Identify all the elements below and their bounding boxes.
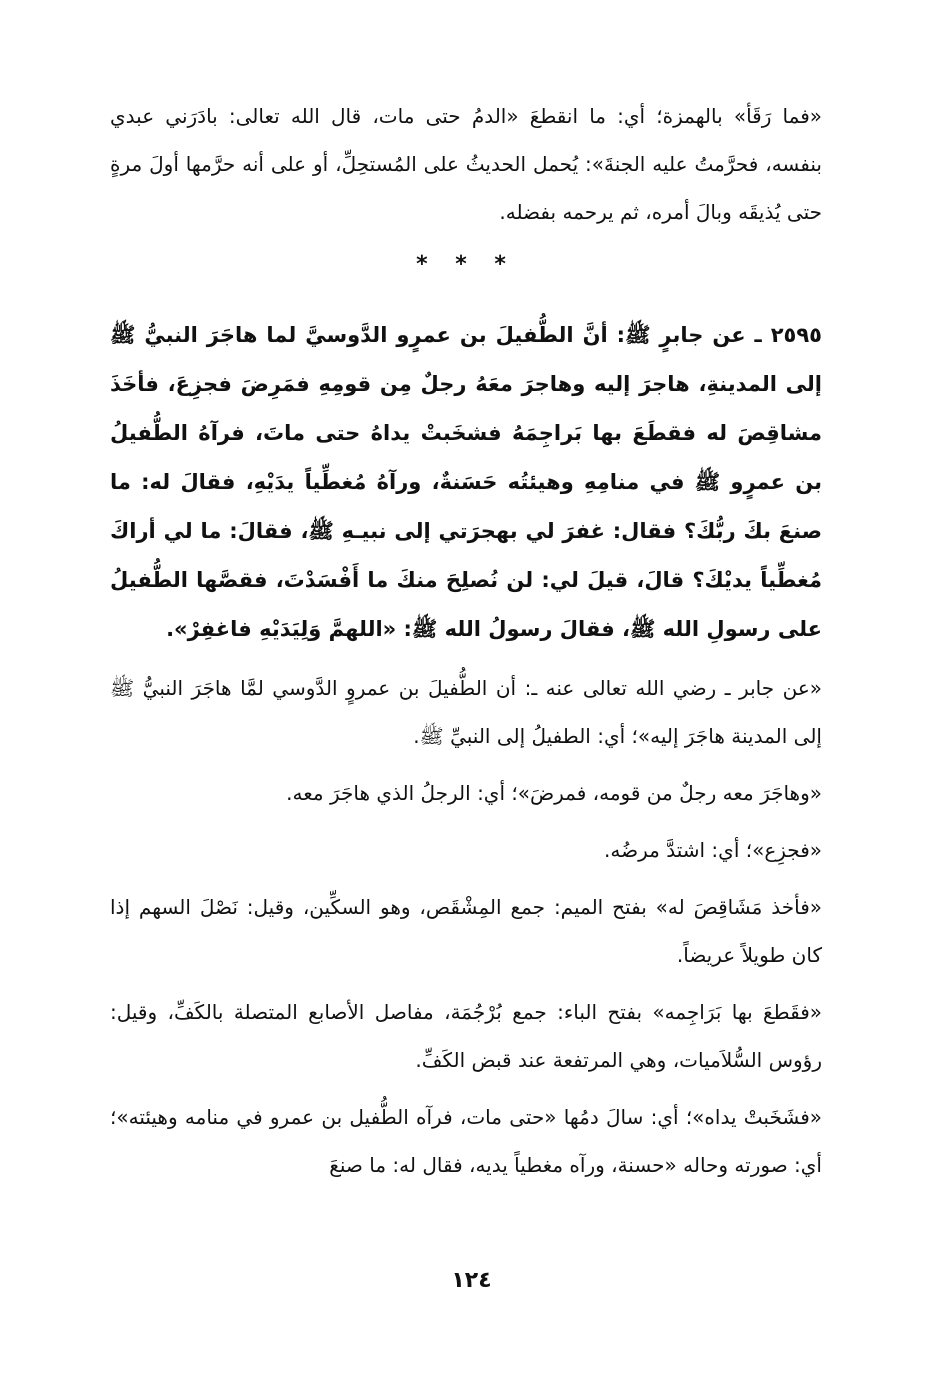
page-number: ١٢٤ [451,1268,492,1293]
commentary-paragraph-5: «فأخذ مَشَاقِصَ له» بفتح الميم: جمع المِشْقَص، وهو السكِّين، وقيل: نَصْلَ السهم إذا كان طويلاً عريضاً. [110,895,822,967]
commentary-paragraph-7: «فشَخَبتْ يداه»؛ أي: سالَ دمُها «حتى مات، فرآه الطُّفيل بن عمرو في منامه وهيئته»؛ أي: صورته وحاله «حسنة، ورآه مغطياً يديه، فقال له: ما صنعَ [110,1105,822,1177]
commentary-paragraph-1: «فما رَقَأ» بالهمزة؛ أي: ما انقطعَ «الدمُ حتى مات، قال الله تعالى: بادَرَني عبدي بنفسه، فحرَّمتُ عليه الجنةَ»: يُحمل الحديثُ على المُستحِلِّ، أو على أنه حرَّمها أولَ مرةٍ حتى يُذيقَه وبالَ أمره، ثم يرحمه بفضله. [110,104,822,224]
page-body [110,92,822,1198]
section-divider: * * * [416,252,516,277]
hadith-text: ٢٥٩٥ ـ عن جابرٍ ﷺ: أنَّ الطُّفيلَ بن عمرٍو الدَّوسيَّ لما هاجَرَ النبيُّ ﷺ إلى المدينةِ، هاجرَ إليه وهاجرَ معَهُ رجلٌ مِن قومِهِ فمَرِضَ فجزِعَ، فأخَذَ مشاقِصَ له فقطَعَ بها بَراجِمَهُ فشخَبتْ يداهُ حتى ماتَ، فرآهُ الطُّفيلُ بن عمرٍو ﷺ في منامِهِ وهيئتُه حَسَنةٌ، ورآهُ مُغطِّياً يدَيْهِ، فقالَ له: ما صنعَ بكَ ربُّكَ؟ فقال: غفرَ لي بهجرَتي إلى نبيـهِ ﷺ، فقالَ: ما لي أراكَ مُغطِّياً يديْكَ؟ قالَ، قيلَ لي: لن نُصلِحَ منكَ ما أَفْسَدْتَ، فقصَّها الطُّفيلُ على رسولِ الله ﷺ، فقالَ رسولُ الله ﷺ: «اللهمَّ وَلِيَدَيْهِ فاغفِرْ». [110,323,822,641]
commentary-paragraph-3: «وهاجَرَ معه رجلٌ من قومه، فمرضَ»؛ أي: الرجلُ الذي هاجَرَ معه. [286,781,822,805]
commentary-paragraph-2: «عن جابر ـ رضي الله تعالى عنه ـ: أن الطُّفيلَ بن عمروٍ الدَّوسي لمَّا هاجَرَ النبيُّ ﷺ إلى المدينة هاجَرَ إليه»؛ أي: الطفيلُ إلى النبيِّ ﷺ. [110,676,822,748]
commentary-paragraph-4: «فجزِع»؛ أي: اشتدَّ مرضُه. [604,838,822,862]
commentary-paragraph-6: «فقَطعَ بها بَرَاجِمه» بفتح الباء: جمع بُرْجُمَة، مفاصل الأصابع المتصلة بالكَفِّ، وقيل: رؤوس السُّلاَميات، وهي المرتفعة عند قبض الكَفِّ. [110,1000,822,1072]
